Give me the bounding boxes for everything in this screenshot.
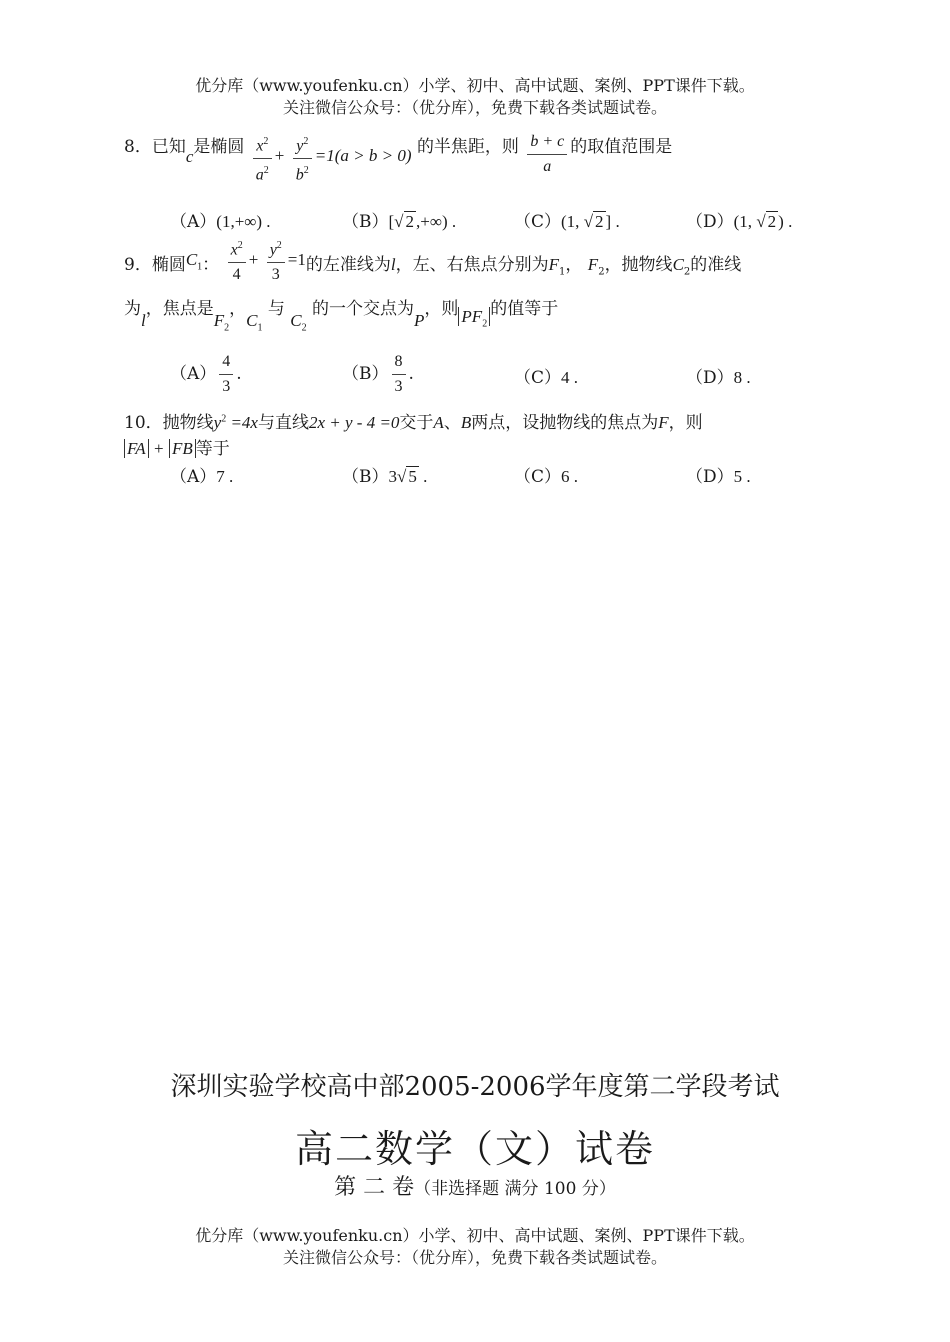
q9-option-a: （A） $\frac{4}{3}$ . <box>170 353 242 395</box>
q9-text-intersection: 的一个交点为 <box>312 299 415 319</box>
q10-dun: 、 <box>443 413 461 433</box>
q9-text-then: ，则 <box>424 299 459 319</box>
q9-C1: $C_1$ <box>185 250 203 273</box>
q8-option-a: （A）(1,+∞) . <box>170 212 271 232</box>
q8-ratio: $\frac{b + c}{a}$ <box>527 132 567 177</box>
q10-line-equation: 2x + y - 4 =0 <box>308 413 400 432</box>
q9-l: l <box>141 311 146 330</box>
q9-text-wei: 为 <box>124 299 141 319</box>
question-8 <box>124 132 672 186</box>
q9-option-c: （C）4 . <box>514 368 579 388</box>
q9-C1-b: $C_1$ <box>246 311 263 334</box>
q8-number: 8．已知 <box>124 137 186 157</box>
q9-abs-PF2: $PF_2$ <box>458 307 490 326</box>
exam-subject-title: 高二数学（文）试卷 <box>294 1127 655 1171</box>
question-9-line-2 <box>124 294 559 334</box>
q10-text-meet: 交于 <box>399 413 434 433</box>
q8-ellipse-term-x: $\frac{x^2}{a^2}$ <box>253 132 272 186</box>
q10-text-focus: 两点，设抛物线的焦点为 <box>471 413 659 433</box>
q10-option-b: （B）3√ 5 . <box>342 467 428 487</box>
q9-F2: $F_2$ <box>213 311 230 334</box>
q8-option-c: （C）(1, √ 2 ] . <box>514 212 620 232</box>
q8-text-3: 的取值范围是 <box>570 137 673 157</box>
q10-point-A: A <box>433 413 444 432</box>
q8-plus: + <box>274 146 285 165</box>
q10-option-c: （C）6 . <box>514 467 579 487</box>
q10-focus-F: F <box>658 413 669 432</box>
q9-plus: + <box>248 250 259 269</box>
exam-school-line: 深圳实验学校高中部2005-2006学年度第二学段考试 <box>170 1072 780 1102</box>
q9-text-focus: ，焦点是 <box>145 299 214 319</box>
footer-line-1: 优分库（www.youfenku.cn）小学、初中、高中试题、案例、PPT课件下载。 <box>195 1226 755 1245</box>
footer-line-2: 关注微信公众号：（优分库），免费下载各类试题试卷。 <box>282 1248 667 1267</box>
q9-sep: ， <box>229 299 247 319</box>
q10-text-line: 与直线 <box>257 413 309 433</box>
header-line-1: 优分库（www.youfenku.cn）小学、初中、高中试题、案例、PPT课件下载。 <box>195 76 755 95</box>
q9-P: P <box>414 311 425 330</box>
q9-text-1: 的左准线为l，左、右焦点分别为$F_1$， $F_2$，抛物线$C_2$的准线 <box>305 255 742 278</box>
q9-option-d: （D）8 . <box>686 368 751 388</box>
q9-text-value: 的值等于 <box>490 299 559 319</box>
question-10-line-1 <box>124 408 703 433</box>
q9-C2: $C_2$ <box>290 311 307 334</box>
q10-abs-FB: FB <box>169 439 196 458</box>
header-line-2: 关注微信公众号：（优分库），免费下载各类试题试卷。 <box>282 98 667 117</box>
q10-text-then: ，则 <box>668 413 703 433</box>
q10-plus: + <box>153 439 164 458</box>
q10-text-equals: 等于 <box>195 439 230 459</box>
q8-ellipse-term-y: $\frac{y^2}{b^2}$ <box>293 132 312 186</box>
q10-point-B: B <box>460 413 472 432</box>
q8-text-1: 是椭圆 <box>193 137 245 157</box>
q9-number: 9．椭圆 <box>124 255 186 275</box>
question-9-line-1 <box>124 236 741 285</box>
q8-c: c <box>185 147 194 166</box>
q8-option-b: （B）[√ 2 ,+∞) . <box>342 212 457 232</box>
q8-ellipse-rhs: =1(a > b > 0) <box>314 146 412 165</box>
q8-option-d: （D）(1, √ 2 ) . <box>686 212 793 232</box>
q9-text-and: 与 <box>267 299 285 319</box>
q10-option-a: （A）7 . <box>170 467 234 487</box>
q9-ellipse-term-x: $\frac{x^2}{4}$ <box>228 236 246 285</box>
q10-abs-FA: FA <box>124 439 149 458</box>
q10-number: 10．抛物线 <box>124 413 214 433</box>
q9-colon: ： <box>202 255 220 275</box>
q9-option-b: （B） $\frac{8}{3}$ . <box>342 353 414 395</box>
question-10-line-2 <box>124 434 230 459</box>
exam-part-line <box>0 1170 950 1201</box>
q8-text-2: 的半焦距，则 <box>416 137 519 157</box>
q9-ellipse-term-y: $\frac{y^2}{3}$ <box>267 236 285 285</box>
q10-option-d: （D）5 . <box>686 467 751 487</box>
exam-part: 第 二 卷 <box>334 1175 415 1200</box>
exam-part-note: （非选择题 满分 100 分） <box>414 1179 616 1199</box>
q10-parabola: $y^2 =4x$ <box>213 413 258 432</box>
q9-ellipse-rhs: =1 <box>287 250 306 269</box>
